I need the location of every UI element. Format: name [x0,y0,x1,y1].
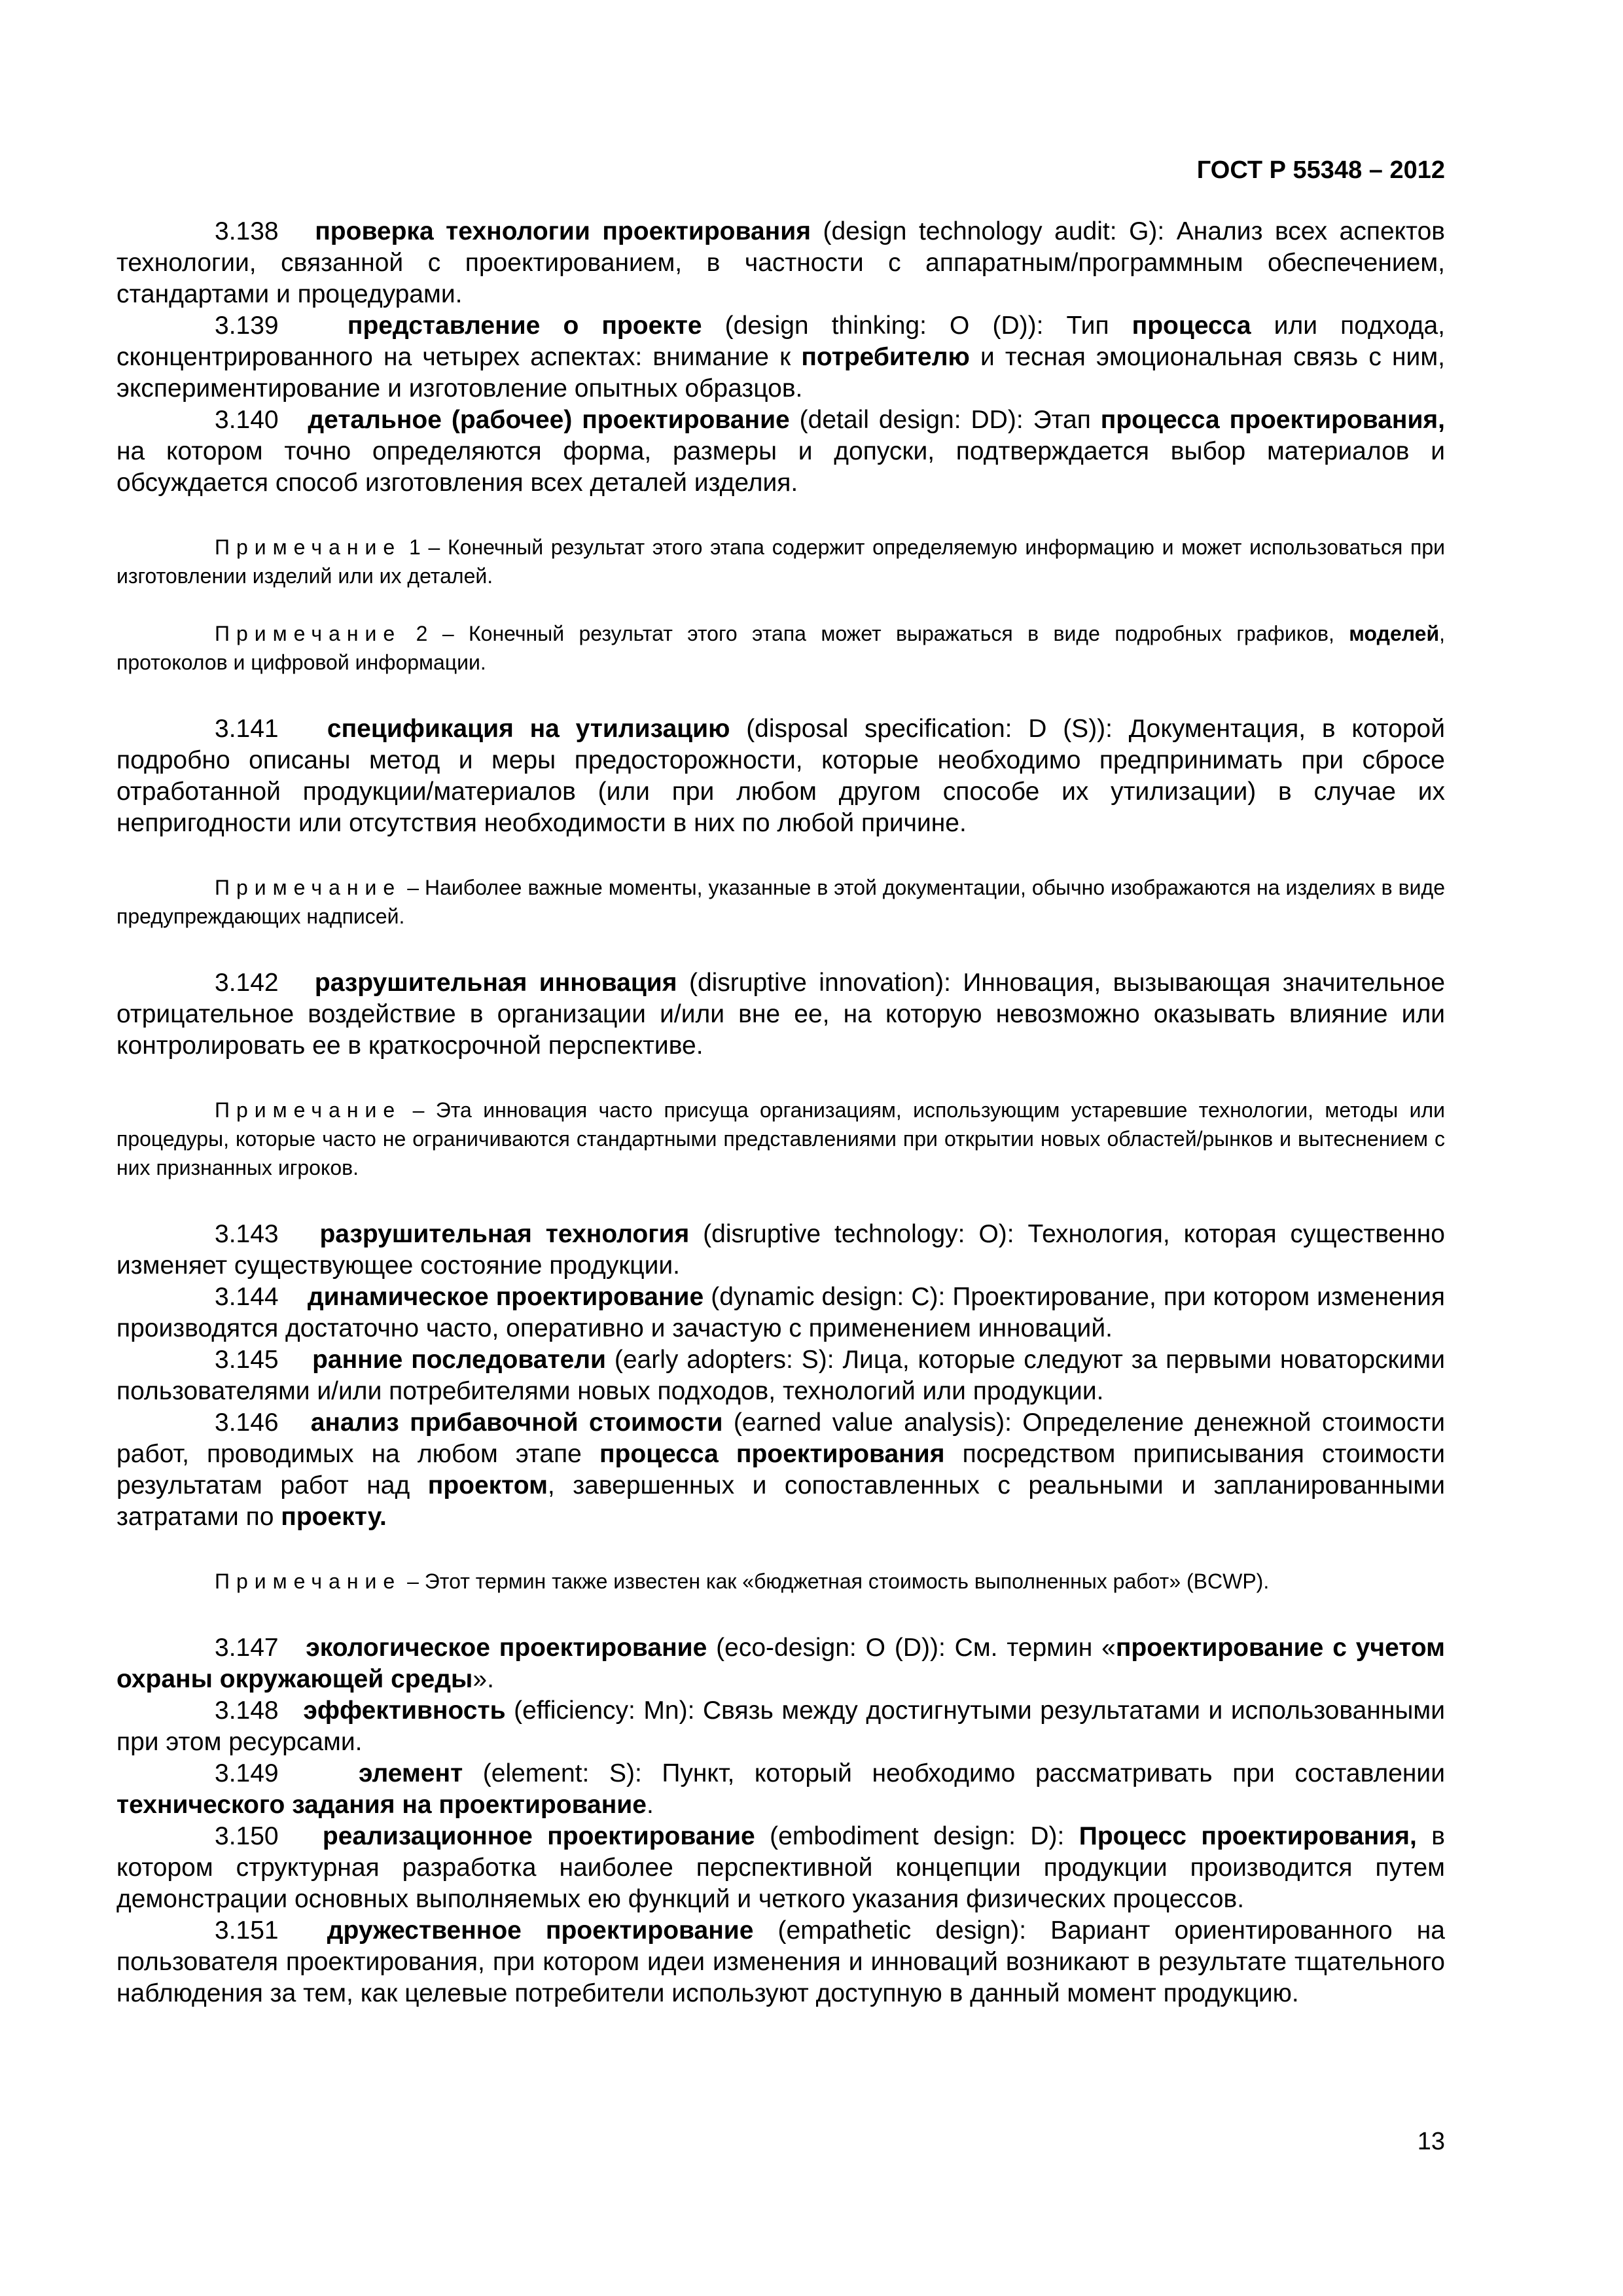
document-header: ГОСТ Р 55348 – 2012 [1196,156,1445,184]
entry-term: детальное (рабочее) проектирование [308,406,790,434]
entry-text: (design technology audit: G): Анализ всех аспектов технологии, связанной с проектированием, в частности с аппаратным/программным обеспечением, стандартами и процедурами. [116,217,1445,308]
entry-number: 3.147 [215,1634,279,1662]
entry-text: (efficiency: Mn): Связь между достигнутыми результатами и использованными при этом ресурсами. [116,1696,1446,1756]
note-3-140-1 [116,533,1445,590]
entry-text: (disruptive technology: O): Технология, которая существенно изменяет существующее состояние продукции. [116,1220,1445,1280]
entry-emphasis: процесса проектирования, [1100,406,1446,434]
entry-emphasis: проектом [427,1471,548,1499]
entry-emphasis: технического задания на проектирование [116,1791,647,1819]
note-text: – Этот термин также известен как «бюджетная стоимость выполненных работ» (BCWP). [401,1570,1270,1593]
entry-number: 3.141 [215,715,279,743]
entry-3-144 [116,1282,1445,1344]
entry-3-148 [116,1695,1445,1758]
entry-3-145 [116,1344,1445,1407]
entry-term: ранние последователи [312,1346,607,1374]
entry-number: 3.140 [215,406,279,434]
entry-term: анализ прибавочной стоимости [310,1408,723,1437]
entry-number: 3.148 [215,1696,279,1725]
note-number: 1 [401,535,421,559]
entry-emphasis: потребителю [801,343,970,371]
entry-emphasis: процесса [1132,312,1251,340]
entry-text: или подхода, сконцентрированного на четырех аспектах: внимание к [116,312,1445,371]
note-label: Примечание [215,535,402,559]
entry-text: (disposal specification: D (S)): Документация, в которой подробно описаны метод и меры предосторожности, которые необходимо предпринимать при сбросе отработанной продукции/материалов (или при любом другом способе их утилизации) в случае их непригодности или отсутствия необходимости в них по любой причине. [116,715,1445,837]
note-text: – Эта инновация часто присуща организациям, использующим устаревшие технологии, методы или процедуры, которые часто не ограничиваются стандартными представлениями при открытии новых областей/рынков и вытеснением с них признанных игроков. [116,1098,1445,1179]
entry-number: 3.146 [215,1408,279,1437]
note-text: – Конечный результат этого этапа может выражаться в виде подробных графиков, [427,622,1349,645]
note-3-140-2 [116,619,1445,677]
entry-3-139 [116,310,1445,404]
entry-text: в котором структурная разработка наиболее перспективной концепции продукции производится путем демонстрации основных выполняемых ею функций и четкого указания физических процессов. [116,1822,1445,1913]
entry-number: 3.145 [215,1346,279,1374]
entry-term: спецификация на утилизацию [327,715,730,743]
entry-number: 3.142 [215,969,279,997]
entry-3-151 [116,1915,1445,2009]
entry-text: , завершенных и сопоставленных с реальными и запланированными затратами по [116,1471,1445,1531]
entry-3-141 [116,713,1445,839]
note-3-142 [116,1096,1445,1182]
entry-text: на котором точно определяются форма, размеры и допуски, подтверждается выбор материалов и обсуждается способ изготовления всех деталей изделия. [116,437,1445,497]
entry-term: проверка технологии проектирования [315,217,811,245]
entry-number: 3.149 [215,1759,279,1787]
entry-term: представление о проекте [347,312,702,340]
entry-text: (earned value analysis): Определение денежной стоимости работ, проводимых на любом этапе [116,1408,1445,1468]
entry-text: посредством приписывания стоимости результатам работ над [116,1440,1446,1499]
note-number: 2 [401,622,428,645]
entry-number: 3.138 [215,217,279,245]
entry-emphasis: проекту. [281,1503,387,1531]
note-label: Примечание [215,876,402,899]
entry-text: (disruptive innovation): Инновация, вызывающая значительное отрицательное воздействие в организации и/или вне ее, на которую невозможно оказывать влияние или контролировать ее в краткосрочной перспективе. [116,969,1446,1060]
entry-text: (eco-design: O (D)): См. термин « [707,1634,1116,1662]
entry-term: элемент [358,1759,463,1787]
entry-emphasis: проектирование с учетом охраны окружающей среды [116,1634,1445,1693]
note-label: Примечание [215,1570,402,1593]
entry-3-138 [116,216,1445,310]
entry-text: (dynamic design: C): Проектирование, при котором изменения производятся достаточно часто, оперативно и зачастую с применением инноваций. [116,1283,1446,1342]
entry-term: разрушительная инновация [314,969,677,997]
entry-number: 3.150 [215,1822,279,1850]
entry-3-143 [116,1219,1445,1282]
entry-term: экологическое проектирование [306,1634,707,1662]
entry-text: ». [473,1665,494,1693]
entry-3-146 [116,1407,1445,1533]
note-label: Примечание [215,622,402,645]
entry-text: . [646,1791,654,1819]
entry-emphasis: Процесс проектирования, [1079,1822,1417,1850]
entry-3-149 [116,1758,1445,1821]
entry-emphasis: процесса проектирования [599,1440,945,1468]
note-3-141 [116,873,1445,931]
entry-3-140 [116,404,1445,499]
entry-text: (early adopters: S): Лица, которые следуют за первыми новаторскими пользователями и/или потребителями новых подходов, технологий или продукции. [116,1346,1445,1405]
note-label: Примечание [215,1098,402,1122]
entry-number: 3.139 [215,312,279,340]
note-3-146 [116,1567,1445,1596]
entry-term: реализационное проектирование [322,1822,755,1850]
entry-3-147 [116,1632,1445,1695]
note-text: – Конечный результат этого этапа содержит определяемую информацию и может использоваться при изготовлении изделий или их деталей. [116,535,1446,588]
entry-number: 3.144 [215,1283,279,1311]
entry-3-142 [116,967,1445,1062]
entry-text: (design thinking: O (D)): Тип [702,312,1132,340]
entry-number: 3.143 [215,1220,279,1248]
entry-term: дружественное проектирование [327,1916,754,1945]
entry-text: (embodiment design: D): [755,1822,1079,1850]
entry-term: эффективность [303,1696,506,1725]
note-text: – Наиболее важные моменты, указанные в этой документации, обычно изображаются на изделиях в виде предупреждающих надписей. [116,876,1445,928]
page-number: 13 [1417,2128,1445,2155]
entry-term: динамическое проектирование [307,1283,704,1311]
entry-3-150 [116,1821,1445,1915]
entry-text: (detail design: DD): Этап [789,406,1101,434]
entry-text: (empathetic design): Вариант ориентированного на пользователя проектирования, при котором идеи изменения и инноваций возникают в результате тщательного наблюдения за тем, как целевые потребители используют доступную в данный момент продукцию. [116,1916,1445,2007]
document-body [116,216,1445,2009]
document-page [116,0,1445,2296]
entry-number: 3.151 [215,1916,279,1945]
entry-text: и тесная эмоциональная связь с ним, экспериментирование и изготовление опытных образцов. [116,343,1445,403]
note-text: , протоколов и цифровой информации. [116,622,1446,674]
entry-text: (element: S): Пункт, который необходимо рассматривать при составлении [463,1759,1445,1787]
entry-term: разрушительная технология [319,1220,690,1248]
note-emphasis: моделей [1349,622,1440,645]
